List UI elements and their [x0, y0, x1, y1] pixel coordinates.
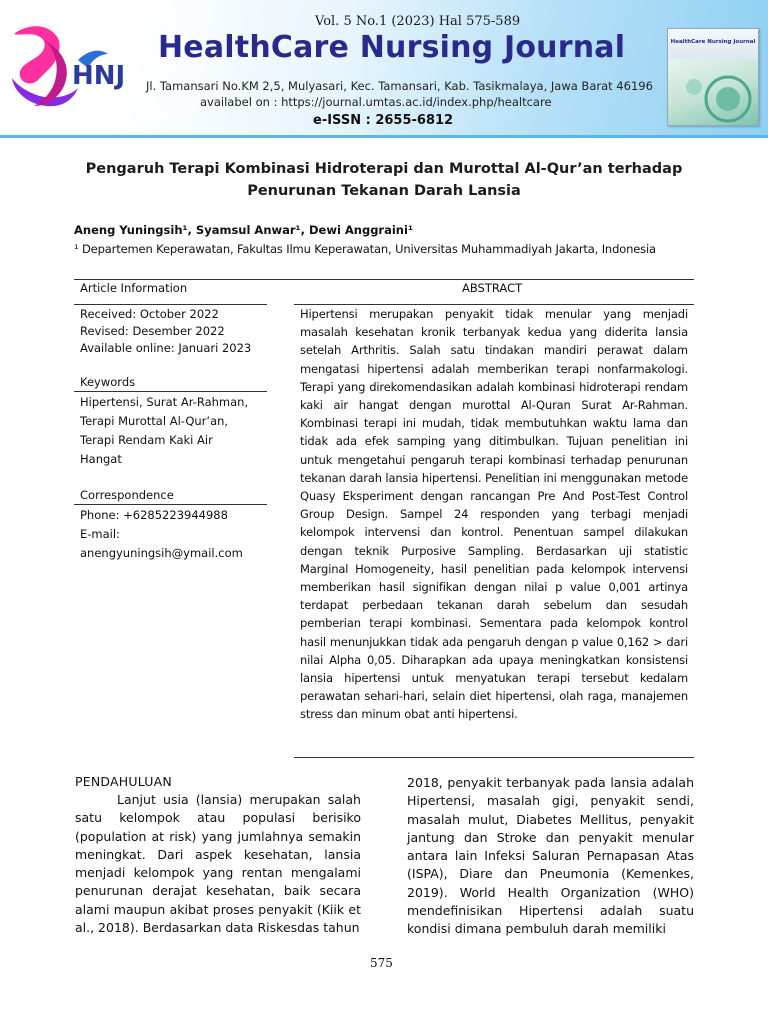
keywords-heading: Keywords	[80, 375, 136, 389]
section-title: PENDAHULUAN	[75, 774, 172, 789]
article-info-heading: Article Information	[80, 281, 188, 295]
cover-art	[668, 59, 758, 125]
abstract-heading: ABSTRACT	[462, 281, 523, 295]
divider	[74, 391, 267, 392]
keyword-line: Hangat	[80, 452, 122, 466]
page-number: 575	[370, 956, 393, 970]
article-authors: Aneng Yuningsih¹, Syamsul Anwar¹, Dewi Anggraini¹	[74, 223, 413, 237]
abstract-text: Hipertensi merupakan penyakit tidak menular yang menjadi masalah kesehatan kronik terbanyak kedua yang diderita lansia setelah Arthritis. Salah satu tindakan mandiri perawat dalam mengatasi hipertensi adalah memberikan terapi nonfarmakologi. Terapi yang direkomendasikan adalah kombinasi hidroterapi rendam kaki air hangat dengan murottal Al-Quran Surat Ar-Rahman. Kombinasi terapi ini mudah, tidak membutuhkan waktu lama dan tidak ada efek samping yang ditimbulkan. Tujuan penelitian ini untuk mengetahui pengaruh terapi kombinasi terhadap penurunan tekanan darah lansia hipertensi. Penelitian ini menggunakan metode Quasy Eksperiment dengan rancangan Pre And Post-Test Control Group Design. Sampel 24 responden yang terbagi menjadi kelompok intervensi dan kontrol. Penentuan sampel dilakukan dengan teknik Purposive Sampling. Berdasarkan uji statistic Marginal Homogeneity, hasil penelitian pada kelompok intervensi memberikan hasil signifikan dengan nilai p value 0,001 artinya terdapat perbedaan tekanan darah sebelum dan sesudah pemberian terapi kombinasi. Sementara pada kelompok kontrol hasil menunjukkan tidak ada pengaruh dengan p value 0,162 > dari nilai Alpha 0,05. Diharapkan ada upaya meningkatkan konsistensi lansia hipertensi untuk menyatukan terapi tersebut kedalam perawatan sehari-hari, selain diet hipertensi, olah raga, manajemen stress dan minum obat anti hipertensi.	[300, 307, 688, 722]
divider	[294, 757, 694, 758]
journal-title: HealthCare Nursing Journal	[158, 30, 626, 65]
revised-date: Revised: Desember 2022	[80, 324, 225, 338]
journal-header	[0, 0, 768, 138]
available-date: Available online: Januari 2023	[80, 341, 252, 355]
journal-logo	[8, 20, 136, 120]
volume-info: Vol. 5 No.1 (2023) Hal 575-589	[315, 14, 521, 29]
received-date: Received: October 2022	[80, 307, 219, 321]
divider	[74, 279, 694, 280]
body-column-left	[75, 791, 361, 937]
journal-cover-thumbnail	[667, 28, 759, 126]
journal-address: Jl. Tamansari No.KM 2,5, Mulyasari, Kec. Tamansari, Kab. Tasikmalaya, Jawa Barat 46196	[146, 79, 653, 93]
keyword-line: Terapi Rendam Kaki Air	[80, 433, 213, 447]
svg-text:HNJ: HNJ	[72, 61, 126, 91]
cover-pattern-icon	[668, 59, 758, 125]
body-column-right: 2018, penyakit terbanyak pada lansia adalah Hipertensi, masalah gigi, penyakit sendi, masalah mulut, Diabetes Mellitus, penyakit jantung dan Stroke dan penyakit menular antara lain Infeksi Saluran Pernapasan Atas (ISPA), Diare dan Pneumonia (Kemenkes, 2019). World Health Organization (WHO) mendefinisikan Hipertensi adalah suatu kondisi dimana pembuluh darah memiliki	[407, 775, 694, 937]
email-address[interactable]: anengyuningsih@ymail.com	[80, 546, 243, 560]
article-title: Pengaruh Terapi Kombinasi Hidroterapi dan Murottal Al-Qur’an terhadap Penurunan Tekanan Darah Lansia	[85, 161, 683, 199]
keyword-line: Terapi Murottal Al-Qur’an,	[80, 414, 229, 428]
correspondence-heading: Correspondence	[80, 488, 174, 502]
body-paragraph: Lanjut usia (lansia) merupakan salah satu kelompok atau populasi berisiko (population at risk) yang jumlahnya semakin meningkat. Dari aspek kesehatan, lansia menjadi kelompok yang rentan mengalami penurunan derajat kesehatan, baik secara alami maupun akibat proses penyakit (Kiik et al., 2018). Berdasarkan data Riskesdas tahun	[75, 792, 361, 936]
cover-title: HealthCare Nursing Journal	[668, 29, 758, 59]
phone-number: Phone: +6285223944988	[80, 508, 228, 522]
divider	[74, 304, 267, 305]
divider	[74, 504, 267, 505]
email-label: E-mail:	[80, 527, 120, 541]
keyword-line: Hipertensi, Surat Ar-Rahman,	[80, 395, 249, 409]
article-affiliation: ¹ Departemen Keperawatan, Fakultas Ilmu Keperawatan, Universitas Muhammadiyah Jakarta, Indonesia	[74, 242, 656, 256]
journal-website[interactable]: availabel on : https://journal.umtas.ac.id/index.php/healtcare	[200, 95, 552, 109]
issn: e-ISSN : 2655-6812	[313, 113, 454, 128]
